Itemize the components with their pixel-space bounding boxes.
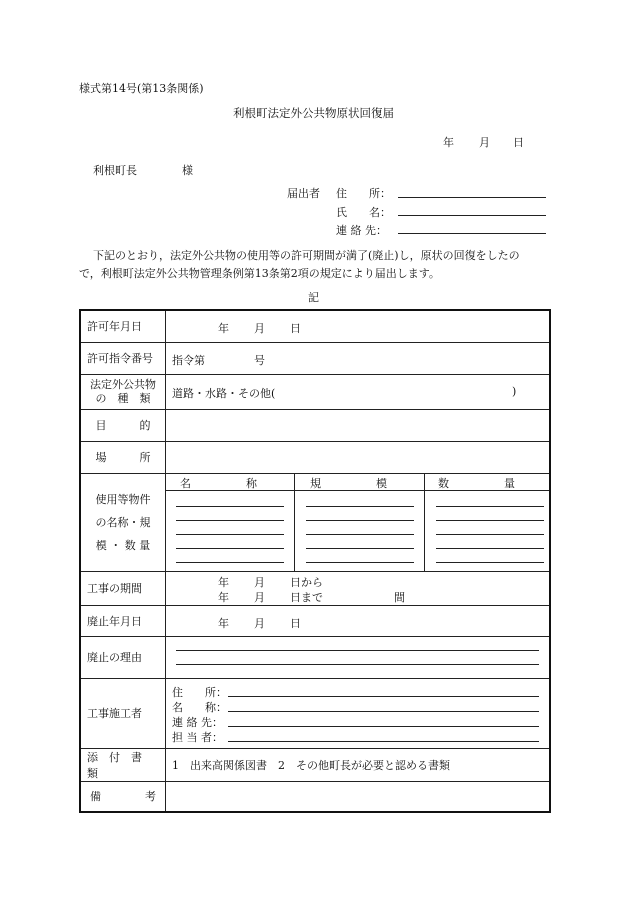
row-place — [80, 441, 550, 473]
contractor-label: 工事施工者 — [80, 678, 166, 748]
item-line[interactable] — [176, 534, 284, 535]
item-line[interactable] — [306, 548, 414, 549]
permit-date-label: 許可年月日 — [80, 310, 166, 342]
ki-heading: 記 — [308, 291, 319, 304]
item-line[interactable] — [306, 562, 414, 563]
body-text-line2: で，利根町法定外公共物管理条例第13条第2項の規定により届出します。 — [79, 267, 440, 280]
row-construction-period — [80, 571, 550, 605]
row-abolish-reason — [80, 636, 550, 678]
applicant-contact-field[interactable] — [398, 233, 546, 234]
row-permit-date — [80, 310, 550, 342]
permit-number-label: 許可指令番号 — [80, 342, 166, 374]
date-day: 日 — [513, 136, 524, 149]
col-qty-header: 数 量 — [438, 476, 515, 490]
row-type — [80, 374, 550, 409]
items-divider-1 — [294, 474, 295, 571]
col-name-header: 名 称 — [180, 476, 257, 490]
type-field[interactable]: 道路・水路・その他( ) — [166, 374, 551, 409]
remarks-field[interactable] — [166, 781, 551, 812]
honorific: 様 — [182, 164, 193, 177]
applicant-address-label: 住 所： — [336, 187, 391, 200]
applicant-contact-label: 連 絡 先： — [336, 224, 387, 237]
item-line[interactable] — [176, 548, 284, 549]
attachments-label: 添 付 書 類 — [80, 748, 166, 781]
item-line[interactable] — [436, 548, 544, 549]
items-divider-2 — [424, 474, 425, 571]
place-field[interactable] — [166, 441, 551, 473]
purpose-field[interactable] — [166, 409, 551, 441]
row-purpose — [80, 409, 550, 441]
item-line[interactable] — [306, 534, 414, 535]
abolish-reason-label: 廃止の理由 — [80, 636, 166, 678]
items-label: 使用等物件 の名称・規 模 ・ 数 量 — [80, 473, 166, 571]
abolish-date-field[interactable]: 年 月 日 — [166, 605, 551, 636]
date-year: 年 — [443, 136, 454, 149]
attachments-field: 1 出来高関係図書 2 その他町長が必要と認める書類 — [166, 748, 551, 781]
addressee: 利根町長 — [93, 164, 137, 177]
permit-date-field[interactable]: 年 月 日 — [166, 310, 551, 342]
applicant-address-field[interactable] — [398, 197, 546, 198]
purpose-label: 目 的 — [80, 409, 166, 441]
abolish-date-label: 廃止年月日 — [80, 605, 166, 636]
contractor-field[interactable]: 住 所： 名 称： 連 絡 先： 担 当 者： — [166, 678, 551, 748]
applicant-name-field[interactable] — [398, 215, 546, 216]
construction-period-label: 工事の期間 — [80, 571, 166, 605]
item-line[interactable] — [436, 534, 544, 535]
item-line[interactable] — [306, 506, 414, 507]
item-line[interactable] — [306, 520, 414, 521]
item-line[interactable] — [176, 506, 284, 507]
place-label: 場 所 — [80, 441, 166, 473]
abolish-reason-line-1 — [176, 650, 539, 651]
item-line[interactable] — [436, 562, 544, 563]
type-label: 法定外公共物 の 種 類 — [80, 374, 166, 409]
form-number: 様式第14号(第13条関係) — [79, 82, 204, 95]
item-line[interactable] — [436, 520, 544, 521]
item-line[interactable] — [436, 506, 544, 507]
document-title: 利根町法定外公共物原状回復届 — [233, 106, 394, 120]
row-items — [80, 473, 550, 571]
abolish-reason-field[interactable] — [166, 636, 551, 678]
abolish-reason-line-2 — [176, 664, 539, 665]
permit-number-field[interactable]: 指令第 号 — [166, 342, 551, 374]
row-contractor — [80, 678, 550, 748]
date-month: 月 — [479, 136, 490, 149]
row-abolish-date — [80, 605, 550, 636]
col-scale-header: 規 模 — [310, 476, 387, 490]
row-permit-number — [80, 342, 550, 374]
applicant-name-label: 氏 名： — [336, 206, 391, 219]
items-field — [166, 473, 551, 571]
construction-period-field[interactable]: 年 月 日から 年 月 日まで 間 — [166, 571, 551, 605]
item-line[interactable] — [176, 562, 284, 563]
body-text-line1: 下記のとおり，法定外公共物の使用等の許可期間が満了(廃止)し，原状の回復をしたの — [93, 249, 520, 262]
row-attachments — [80, 748, 550, 781]
remarks-label: 備 考 — [80, 781, 166, 812]
item-line[interactable] — [176, 520, 284, 521]
form-table — [79, 309, 551, 813]
applicant-label: 届出者 — [287, 187, 320, 200]
row-remarks — [80, 781, 550, 812]
